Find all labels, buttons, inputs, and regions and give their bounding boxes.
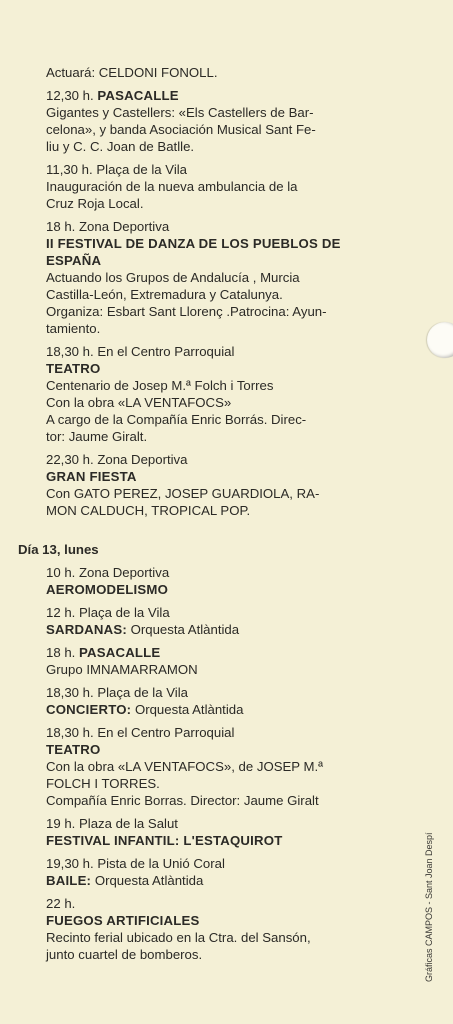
program-entry: [46, 161, 406, 212]
program-entry: [46, 218, 406, 337]
program-entry: [46, 644, 406, 678]
entry-time: 11,30 h. Plaça de la Vila: [46, 162, 188, 177]
entry-text: Gigantes y Castellers: «Els Castellers de Bar-: [46, 105, 314, 120]
entry-text: Actuando los Grupos de Andalucía , Murcia: [46, 270, 300, 285]
program-entry: [46, 895, 406, 963]
day13-section: [18, 541, 406, 963]
entry-time: 12 h. Plaça de la Vila: [46, 605, 170, 620]
entry-time: 12,30 h.: [46, 88, 94, 103]
entry-text: FOLCH I TORRES.: [46, 776, 160, 791]
entry-text: Inauguración de la nueva ambulancia de la: [46, 179, 298, 194]
entry-time: 18 h. Zona Deportiva: [46, 219, 170, 234]
entry-time: 10 h. Zona Deportiva: [46, 565, 170, 580]
entry-time: 18,30 h. En el Centro Parroquial: [46, 344, 235, 359]
program-content: [18, 64, 406, 969]
entry-text: Castilla-León, Extremadura y Catalunya.: [46, 287, 283, 302]
entry-text: junto cuartel de bomberos.: [46, 947, 203, 962]
entry-time: 22,30 h. Zona Deportiva: [46, 452, 188, 467]
program-entry: [46, 684, 406, 718]
entry-time: 19 h. Plaza de la Salut: [46, 816, 178, 831]
entry-title: PASACALLE: [79, 645, 161, 660]
entry-text: Actuará: CELDONI FONOLL.: [46, 65, 218, 80]
program-entry: [46, 64, 406, 81]
entry-title-line: [46, 701, 406, 718]
entry-time: 18 h.: [46, 645, 76, 660]
printer-credit: Gráficas CAMPOS - Sant Joan Despí: [424, 832, 434, 982]
entry-text: Con la obra «LA VENTAFOCS», de JOSEP M.ª: [46, 759, 324, 774]
entry-title: CONCIERTO:: [46, 702, 132, 717]
entry-text: Recinto ferial ubicado en la Ctra. del Sansón,: [46, 930, 311, 945]
entry-text: A cargo de la Compañía Enric Borrás. Direc-: [46, 412, 307, 427]
program-entry: [46, 451, 406, 519]
entry-text: Cruz Roja Local.: [46, 196, 144, 211]
program-entry: [46, 564, 406, 598]
entry-text: Con la obra «LA VENTAFOCS»: [46, 395, 232, 410]
entry-title-line: [46, 872, 406, 889]
entry-time: 19,30 h. Pista de la Unió Coral: [46, 856, 225, 871]
entry-title: PASACALLE: [97, 88, 179, 103]
entry-text: liu y C. C. Joan de Batlle.: [46, 139, 195, 154]
entry-title: II FESTIVAL DE DANZA DE LOS PUEBLOS DE: [46, 236, 341, 251]
entry-title: FESTIVAL INFANTIL: L'ESTAQUIROT: [46, 833, 283, 848]
entry-time-title: [46, 87, 406, 104]
entry-text: celona», y banda Asociación Musical Sant Fe-: [46, 122, 316, 137]
program-entry: [46, 815, 406, 849]
program-entry: [46, 855, 406, 889]
entry-text: Orquesta Atlàntida: [131, 702, 244, 717]
entry-time: 18,30 h. En el Centro Parroquial: [46, 725, 235, 740]
entry-text: Grupo IMNAMARRAMON: [46, 662, 198, 677]
entry-text: Organiza: Esbart Sant Llorenç .Patrocina: Ayun-: [46, 304, 327, 319]
entry-title: GRAN FIESTA: [46, 469, 137, 484]
entry-title: FUEGOS ARTIFICIALES: [46, 913, 200, 928]
entry-time: 18,30 h. Plaça de la Vila: [46, 685, 188, 700]
program-entry: [46, 604, 406, 638]
entry-text: MON CALDUCH, TROPICAL POP.: [46, 503, 251, 518]
binder-hole: [427, 322, 453, 358]
day-heading: Día 13, lunes: [18, 542, 99, 557]
entry-text: Centenario de Josep M.ª Folch i Torres: [46, 378, 274, 393]
entry-text: tor: Jaume Giralt.: [46, 429, 148, 444]
entry-title: TEATRO: [46, 742, 101, 757]
entry-text: Compañía Enric Borras. Director: Jaume Giralt: [46, 793, 319, 808]
entry-title: TEATRO: [46, 361, 101, 376]
entry-time: 22 h.: [46, 896, 76, 911]
entry-text: Con GATO PEREZ, JOSEP GUARDIOLA, RA-: [46, 486, 320, 501]
entry-title: BAILE:: [46, 873, 92, 888]
entry-title: ESPAÑA: [46, 253, 102, 268]
entry-text: Orquesta Atlàntida: [126, 622, 240, 637]
entry-text: tamiento.: [46, 321, 101, 336]
entry-text: Orquesta Atlàntida: [91, 873, 204, 888]
program-entry: [46, 724, 406, 809]
entry-title: SARDANAS:: [46, 622, 127, 637]
entry-title: AEROMODELISMO: [46, 582, 169, 597]
program-entry: [46, 87, 406, 155]
entry-time-title: [46, 644, 406, 661]
program-entry: [46, 343, 406, 445]
entry-title-line: [46, 621, 406, 638]
